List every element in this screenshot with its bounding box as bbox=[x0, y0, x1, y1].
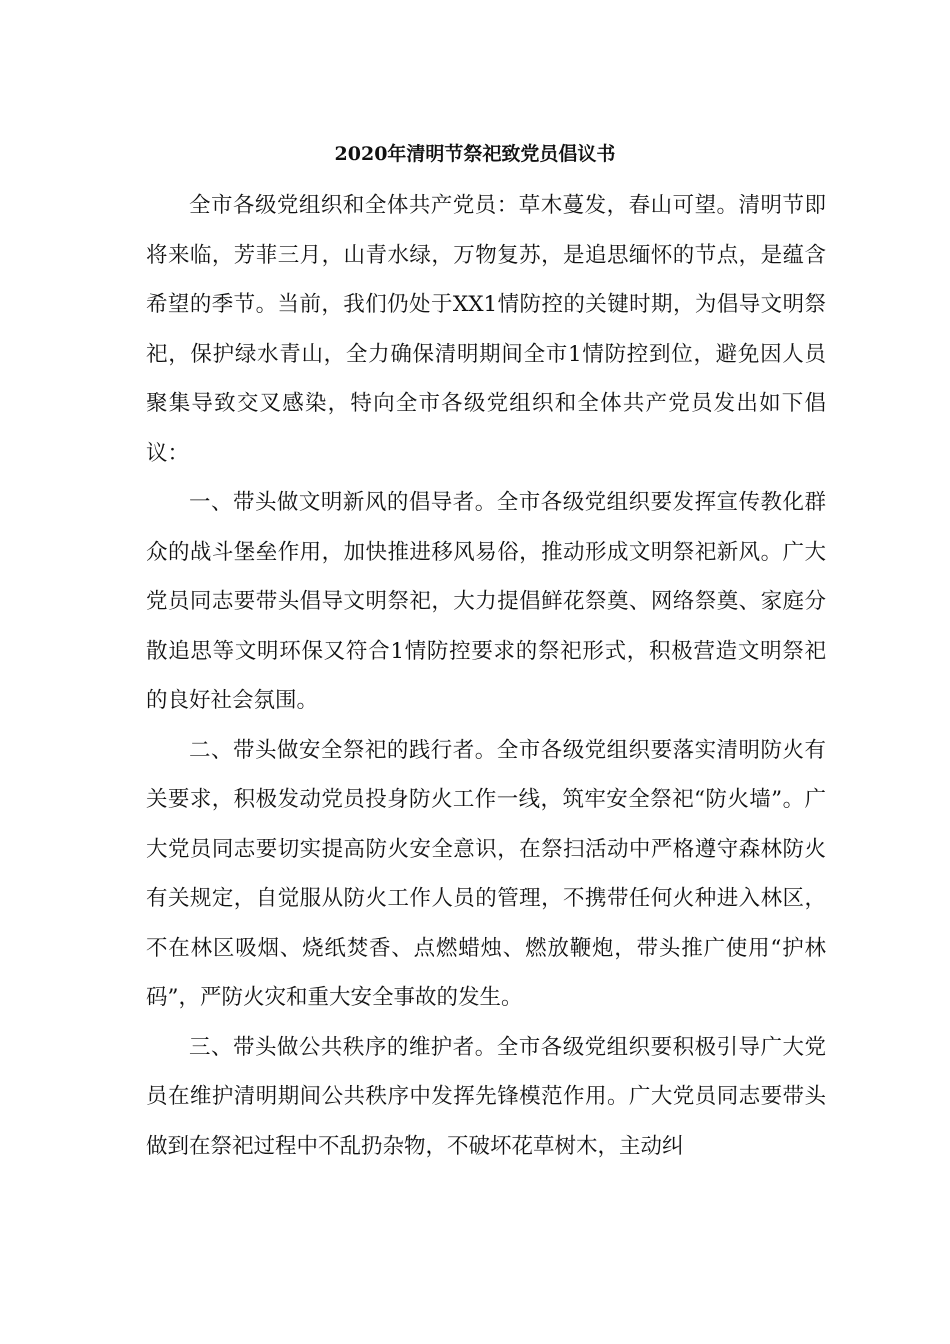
paragraph-proposal-1: 一、带头做文明新风的倡导者。全市各级党组织要发挥宣传教化群众的战斗堡垒作用，加快推进移风易俗，推动形成文明祭祀新风。广大党员同志要带头倡导文明祭祀，大力提倡鲜花祭奠、网络祭奠、家庭分散追思等文明环保又符合1情防控要求的祭祀形式，积极营造文明祭祀的良好社会氛围。 bbox=[146, 490, 826, 713]
document-body bbox=[146, 181, 826, 1171]
document-title: 2020年清明节祭祀致党员倡议书 bbox=[334, 143, 616, 165]
paragraph-greeting: 全市各级党组织和全体共产党员：草木蔓发，春山可望。清明节即将来临，芳菲三月，山青水绿，万物复苏，是追思缅怀的节点，是蕴含希望的季节。当前，我们仍处于XX1情防控的关键时期，为倡导文明祭祀，保护绿水青山，全力确保清明期间全市1情防控到位，避免因人员聚集导致交叉感染，特向全市各级党组织和全体共产党员发出如下倡议： bbox=[146, 193, 826, 466]
paragraph-proposal-2: 二、带头做安全祭祀的践行者。全市各级党组织要落实清明防火有关要求，积极发动党员投身防火工作一线，筑牢安全祭祀“防火墙”。广大党员同志要切实提高防火安全意识，在祭扫活动中严格遵守森林防火有关规定，自觉服从防火工作人员的管理，不携带任何火种进入林区，不在林区吸烟、烧纸焚香、点燃蜡烛、燃放鞭炮，带头推广使用“护林码”，严防火灾和重大安全事故的发生。 bbox=[146, 737, 826, 1010]
paragraph-proposal-3: 三、带头做公共秩序的维护者。全市各级党组织要积极引导广大党员在维护清明期间公共秩序中发挥先锋模范作用。广大党员同志要带头做到在祭祀过程中不乱扔杂物，不破坏花草树木，主动纠 bbox=[146, 1034, 826, 1159]
